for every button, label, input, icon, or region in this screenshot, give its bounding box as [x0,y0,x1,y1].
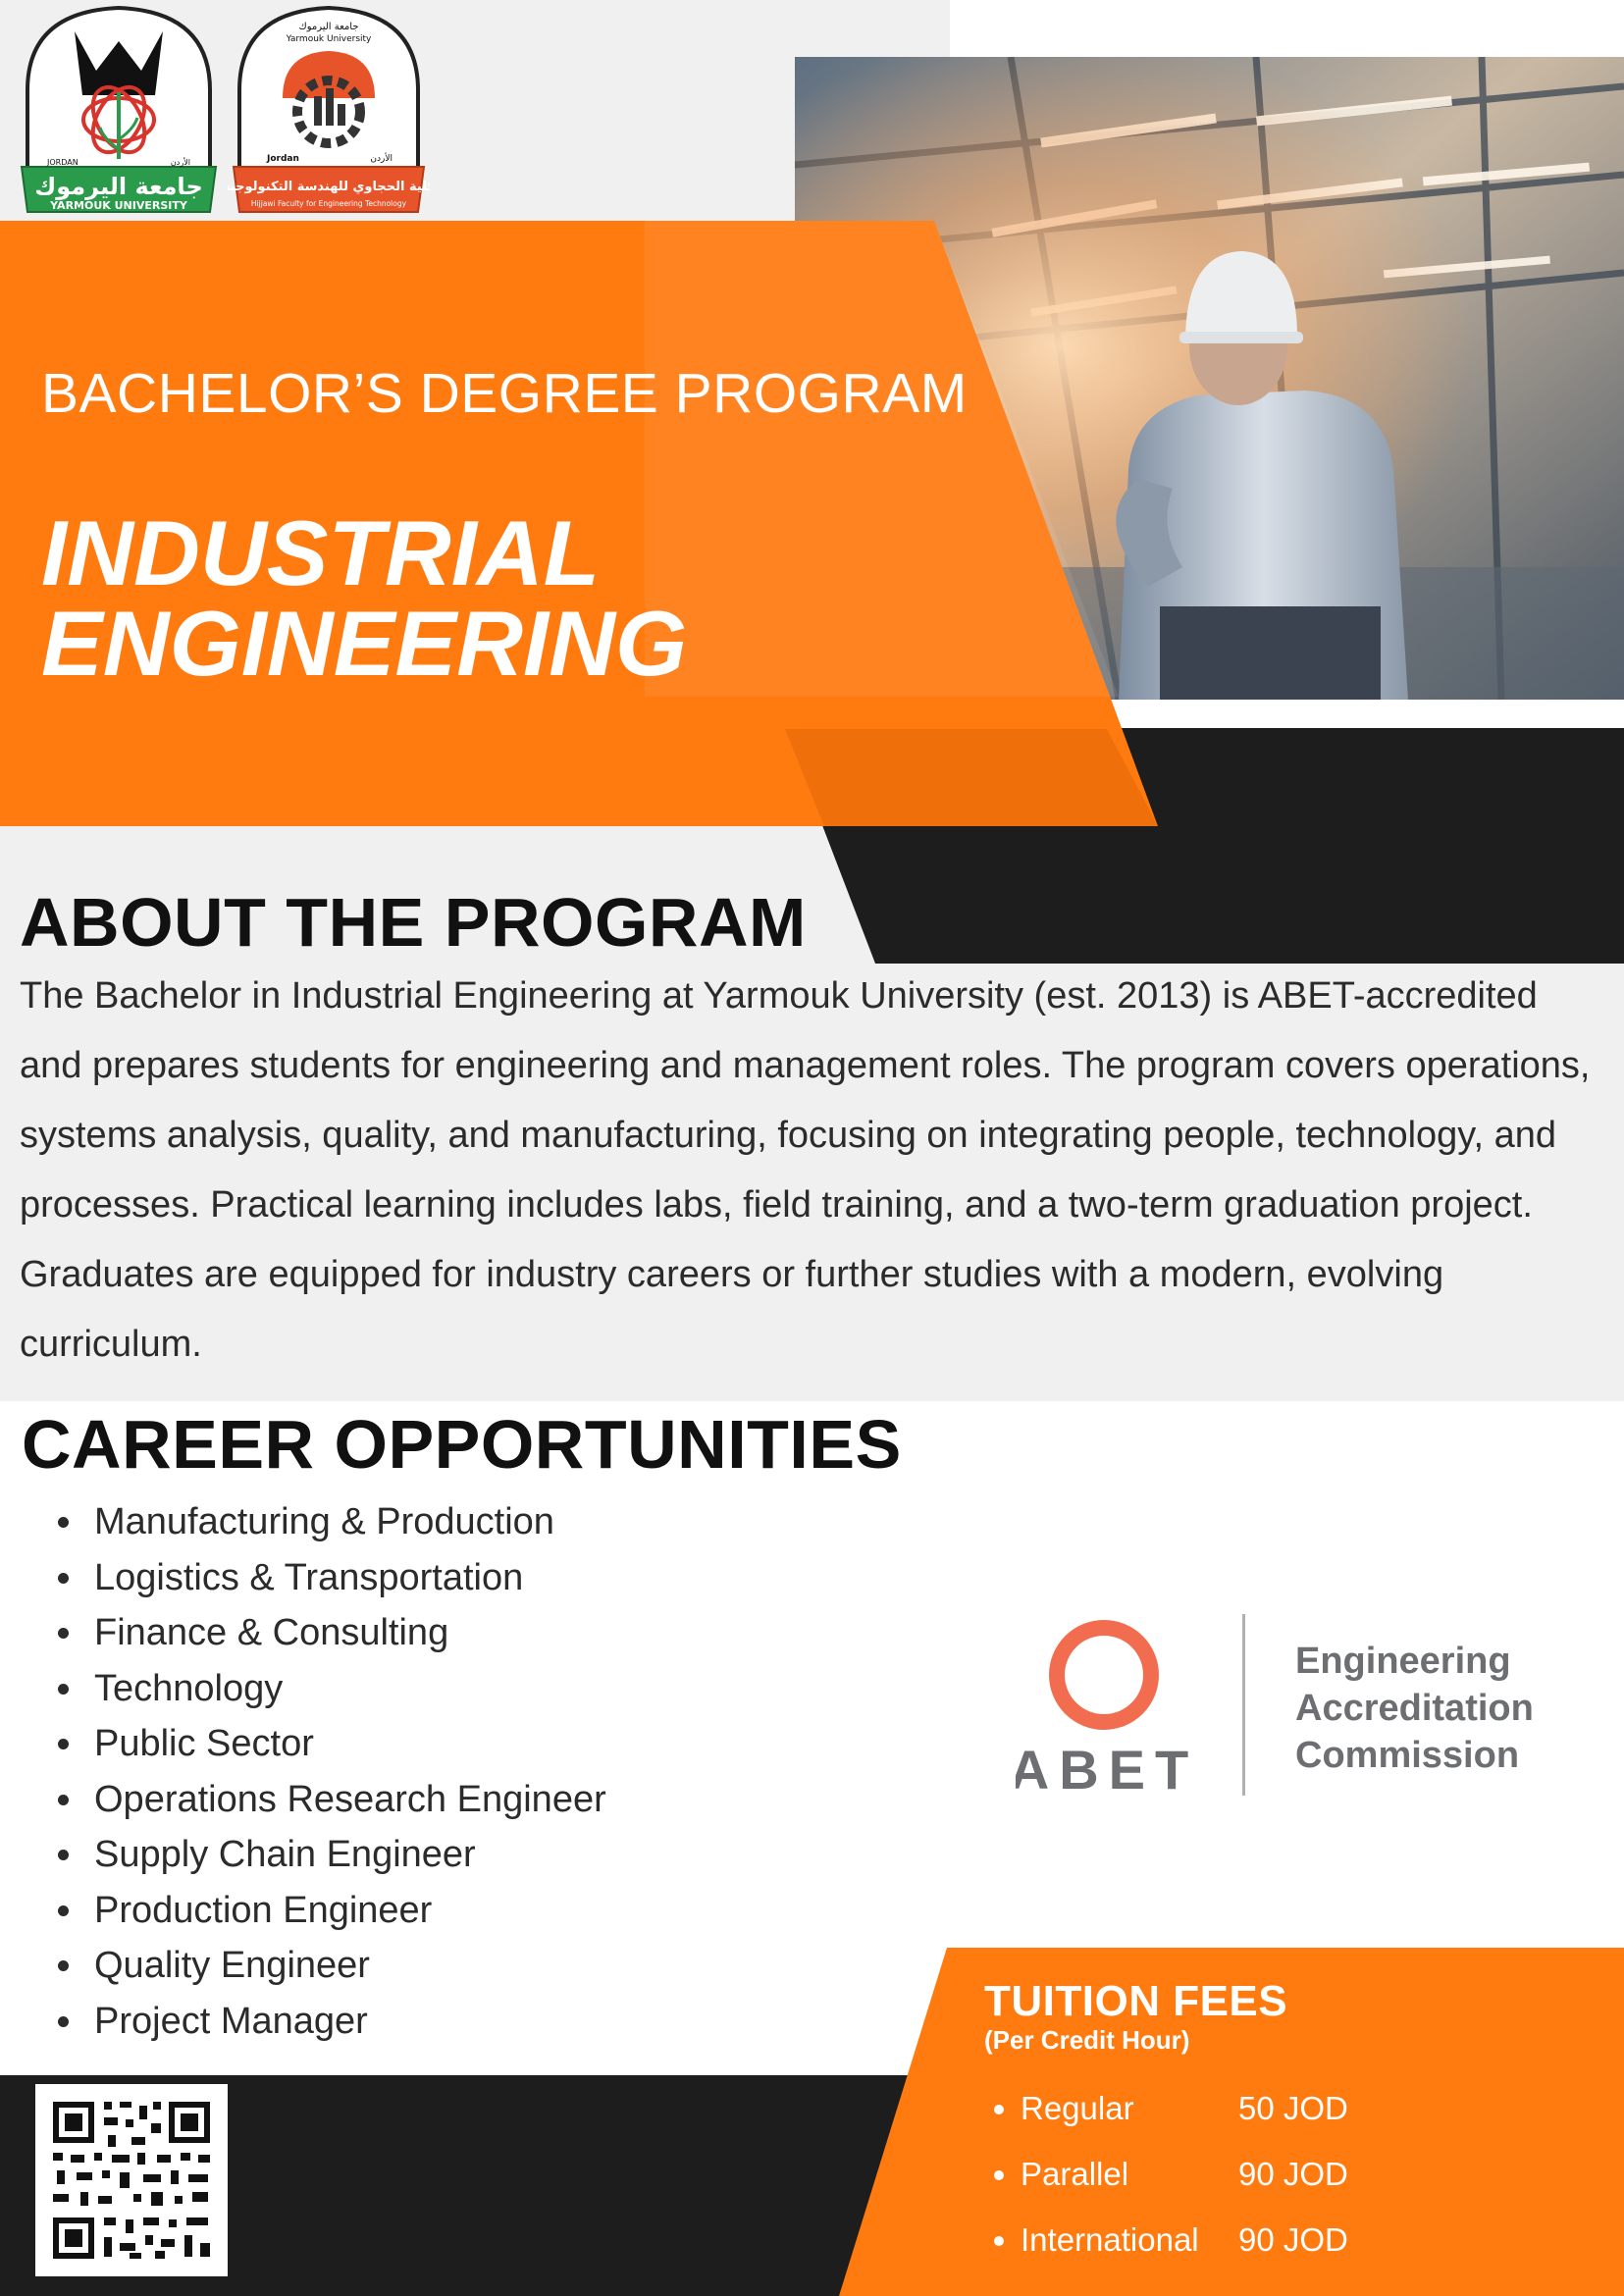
tuition-fee-list [981,2075,1348,2272]
abet-divider [1242,1614,1245,1796]
fee-row-international [1021,2207,1348,2272]
yarmouk-english-name: YARMOUK UNIVERSITY [50,199,187,212]
hijjawi-country-en: Jordan [267,154,299,164]
yarmouk-country-en: JORDAN [47,158,79,167]
hijjawi-country-ar: الأردن [370,154,393,164]
list-item: • Technology [86,1661,606,1717]
qr-code[interactable] [35,2084,228,2276]
fee-amount: 50 JOD [1238,2090,1348,2126]
abet-line3: Commission [1295,1735,1520,1776]
list-item: • Finance & Consulting [86,1605,606,1661]
program-subtitle: BACHELOR’S DEGREE PROGRAM [41,362,968,425]
list-item: • Public Sector [86,1716,606,1772]
about-heading: ABOUT THE PROGRAM [20,884,807,961]
yarmouk-university-logo [18,2,220,218]
career-list [43,1494,606,2049]
abet-wordmark: ABET [1016,1739,1199,1800]
program-title-line1: INDUSTRIAL [41,501,601,604]
fee-name: Parallel [1021,2156,1129,2192]
career-heading: CAREER OPPORTUNITIES [22,1406,902,1483]
fee-amount: 90 JOD [1238,2156,1348,2192]
list-item: • Operations Research Engineer [86,1772,606,1828]
tuition-title: TUITION FEES [984,1977,1288,2025]
fee-name: International [1021,2221,1199,2258]
fee-row-parallel [1021,2141,1348,2207]
yarmouk-country-ar: الأردن [170,158,190,167]
list-item: • Quality Engineer [86,1938,606,1994]
abet-line1: Engineering [1295,1641,1511,1682]
fee-amount: 90 JOD [1238,2221,1348,2258]
list-item: • Logistics & Transportation [86,1550,606,1606]
tuition-subtitle: (Per Credit Hour) [984,2025,1190,2055]
hijjawi-english-name: Hijjawi Faculty for Engineering Technology [250,199,407,208]
hijjawi-faculty-logo [228,2,430,218]
abet-circle-icon [1057,1628,1151,1722]
list-item: • Project Manager [86,1994,606,2050]
hijjawi-top-english: Yarmouk University [286,34,372,44]
fee-row-regular [1021,2075,1348,2141]
list-item: • Supply Chain Engineer [86,1827,606,1883]
about-body: The Bachelor in Industrial Engineering at Yarmouk University (est. 2013) is ABET-accredited and prepares students for engineering and management roles. The program covers operations, systems analysis, quality, and manufacturing, focusing on integrating people, technology, and processes. Practical learning includes labs, field training, and a two-term graduation project. Graduates are equipped for industry careers or further studies with a modern, evolving curriculum. [20,975,1591,1365]
fee-name: Regular [1021,2090,1134,2126]
yarmouk-arabic-name: جامعة اليرموك [34,173,203,200]
abet-logo [1016,1609,1565,1805]
hijjawi-arabic-name: كلية الحجاوي للهندسة التكنولوجية [228,180,430,194]
program-title [41,501,688,695]
program-title-line2: ENGINEERING [41,592,688,695]
list-item: • Manufacturing & Production [86,1494,606,1550]
list-item: • Production Engineer [86,1883,606,1939]
hijjawi-top-arabic: جامعة اليرموك [298,22,359,32]
abet-line2: Accreditation [1295,1688,1534,1729]
